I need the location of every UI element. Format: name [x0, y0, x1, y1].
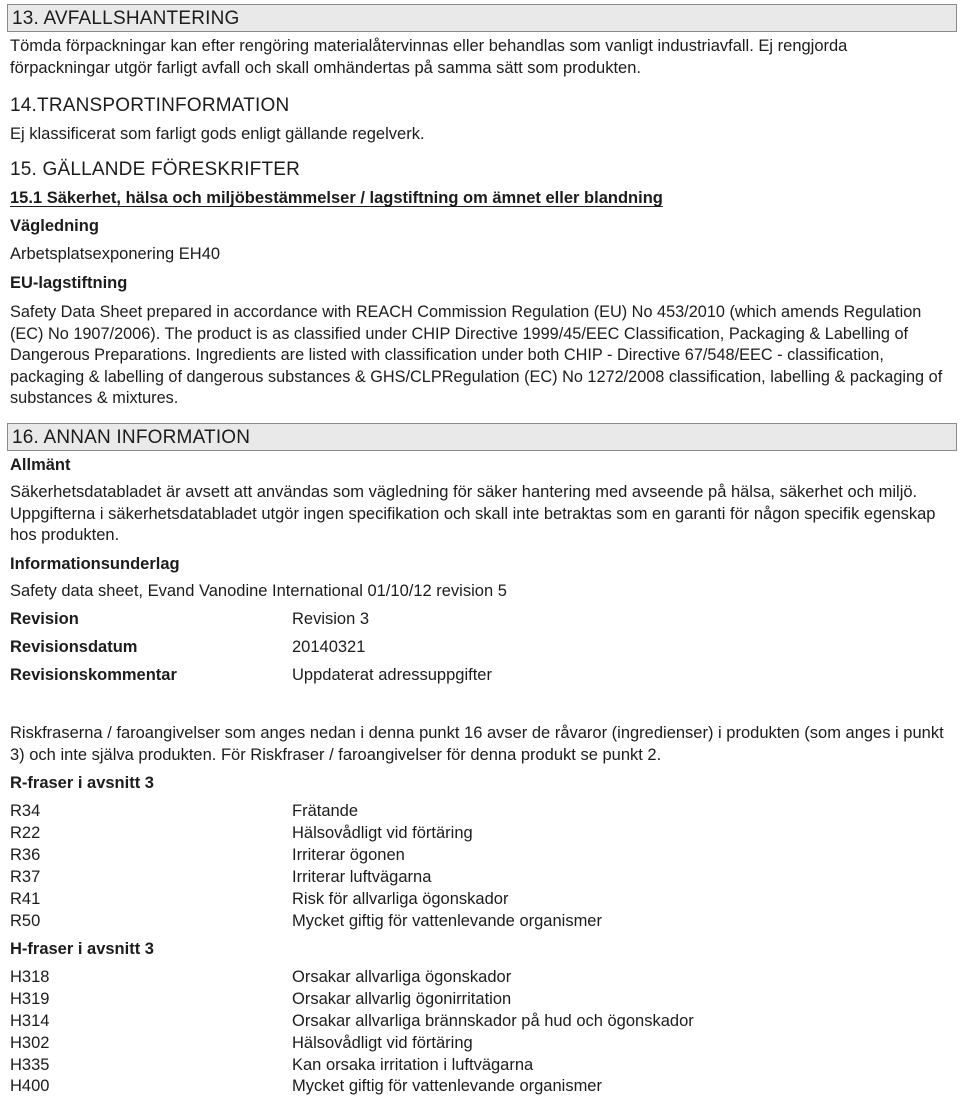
revision-comment-label: Revisionskommentar [10, 666, 177, 684]
revision-label: Revision [10, 610, 79, 628]
h-phrase-text: Hälsovådligt vid förtäring [292, 1034, 473, 1052]
h-phrase-code: H319 [10, 990, 50, 1008]
general-text: Säkerhetsdatabladet är avsett att användas som vägledning för säker hantering med avseende på hälsa, säkerhet och miljö. Uppgifterna i säkerhetsdatabladet utgör ingen specifikation och skall inte betraktas som en garanti för någon specifik egenskap hos produkten. [10, 483, 936, 544]
r-phrase-text: Hälsovådligt vid förtäring [292, 824, 473, 842]
revision-date-value: 20140321 [292, 638, 366, 656]
general-label: Allmänt [10, 456, 71, 474]
r-phrase-code: R36 [10, 846, 41, 864]
revision-date-label: Revisionsdatum [10, 638, 138, 656]
h-phrase-code: H400 [10, 1077, 50, 1095]
section-13-text: Tömda förpackningar kan efter rengöring materialåtervinnas eller behandlas som vanligt industriavfall. Ej rengjorda förpackningar utgör farligt avfall och skall omhändertas på samma sätt som produkten. [10, 37, 848, 77]
r-phrase-code: R41 [10, 890, 41, 908]
risk-phrases-note: Riskfraserna / faroangivelser som anges nedan i denna punkt 16 avser de råvaror (ingredienser) i produkten (som anges i punkt 3) och inte själva produkten. För Riskfraser / faroangivelser för denna produkt se punkt 2. [10, 724, 944, 764]
h-phrase-text: Orsakar allvarliga ögonskador [292, 968, 512, 986]
h-phrase-code: H335 [10, 1056, 50, 1074]
h-phrase-code: H314 [10, 1012, 50, 1030]
section-15-1-subheading: 15.1 Säkerhet, hälsa och miljöbestämmelser / lagstiftning om ämnet eller blandning [10, 189, 663, 207]
section-13-heading: 13. AVFALLSHANTERING [7, 4, 957, 32]
guidance-value: Arbetsplatsexponering EH40 [10, 245, 221, 263]
eu-legislation-text: Safety Data Sheet prepared in accordance with REACH Commission Regulation (EU) No 453/2010 (which amends Regulation (EC) No 1907/2006). The product is as classified under CHIP Directive 1999/45/EEC Classification, Packaging & Labelling of Dangerous Preparations. Ingredients are listed with classification under both CHIP - Directive 67/548/EEC - classification, packaging & labelling of dangerous substances & GHS/CLPRegulation (EC) No 1272/2008 classification, labelling & packaging of substances & mixtures. [10, 303, 943, 407]
r-phrases-heading: R-fraser i avsnitt 3 [10, 774, 154, 792]
section-16-heading: 16. ANNAN INFORMATION [7, 423, 957, 451]
r-phrase-text: Frätande [292, 802, 359, 820]
h-phrase-code: H318 [10, 968, 50, 986]
information-source-label: Informationsunderlag [10, 555, 180, 573]
r-phrase-text: Risk för allvarliga ögonskador [292, 890, 509, 908]
guidance-label: Vägledning [10, 217, 99, 235]
section-15-heading: 15. GÄLLANDE FÖRESKRIFTER [10, 159, 301, 180]
h-phrases-heading: H-fraser i avsnitt 3 [10, 940, 154, 958]
r-phrase-code: R34 [10, 802, 41, 820]
section-14-heading: 14.TRANSPORTINFORMATION [10, 95, 290, 116]
r-phrase-text: Mycket giftig för vattenlevande organismer [292, 912, 602, 930]
section-14-text: Ej klassificerat som farligt gods enligt gällande regelverk. [10, 125, 425, 143]
h-phrase-text: Mycket giftig för vattenlevande organismer [292, 1077, 602, 1095]
r-phrase-text: Irriterar luftvägarna [292, 868, 432, 886]
r-phrase-code: R50 [10, 912, 41, 930]
revision-value: Revision 3 [292, 610, 370, 628]
h-phrase-text: Orsakar allvarlig ögonirritation [292, 990, 512, 1008]
r-phrase-text: Irriterar ögonen [292, 846, 405, 864]
revision-comment-value: Uppdaterat adressuppgifter [292, 666, 492, 684]
r-phrase-code: R37 [10, 868, 41, 886]
h-phrase-text: Kan orsaka irritation i luftvägarna [292, 1056, 534, 1074]
information-source-text: Safety data sheet, Evand Vanodine International 01/10/12 revision 5 [10, 582, 507, 600]
h-phrase-text: Orsakar allvarliga brännskador på hud och ögonskador [292, 1012, 694, 1030]
eu-legislation-label: EU-lagstiftning [10, 274, 128, 292]
h-phrase-code: H302 [10, 1034, 50, 1052]
r-phrase-code: R22 [10, 824, 41, 842]
